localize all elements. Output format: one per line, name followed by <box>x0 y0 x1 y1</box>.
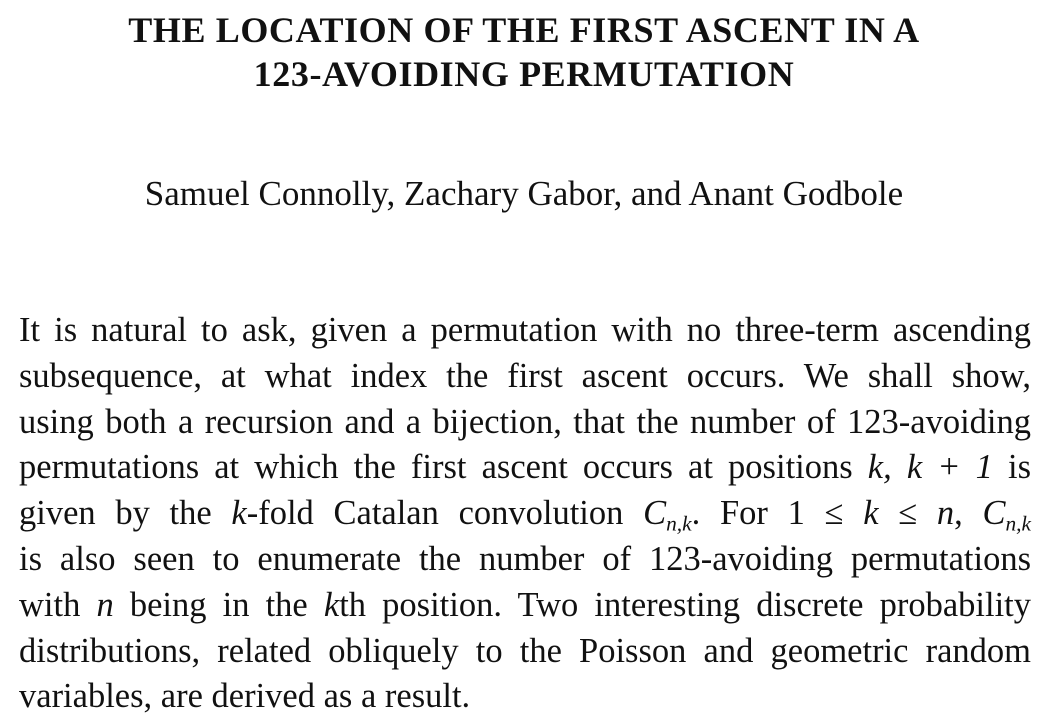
abstract-text: , <box>954 494 983 533</box>
abstract-text: -fold Catalan convolution <box>246 494 644 533</box>
math-n: n <box>936 494 955 533</box>
abstract-line <box>19 308 1031 354</box>
abstract-text: It is natural to ask, given a permutation with no three-term ascending <box>19 311 1031 349</box>
abstract-line <box>19 674 1031 720</box>
abstract-text: variables, are derived as a result. <box>19 677 471 716</box>
math-k-k-plus-1: k, k + 1 <box>867 448 993 487</box>
math-k: k <box>323 585 340 624</box>
abstract-line <box>19 400 1031 446</box>
abstract-line <box>19 629 1031 675</box>
abstract-text: subsequence, at what index the first ascent occurs. We shall show, <box>19 356 1031 395</box>
abstract-text: with <box>19 585 97 624</box>
abstract <box>19 308 1031 720</box>
abstract-text: permutations at which the first ascent occurs at positions <box>19 448 868 487</box>
math-k: k <box>863 494 879 533</box>
abstract-line <box>19 445 1031 491</box>
abstract-line <box>19 354 1031 400</box>
paper-title <box>0 8 1048 96</box>
abstract-text: th position. Two interesting discrete probability <box>339 585 1031 624</box>
title-line: 123-AVOIDING PERMUTATION <box>253 54 795 94</box>
abstract-line <box>19 537 1031 583</box>
math-subscript-nk: n,k <box>1005 511 1031 536</box>
abstract-text: distributions, related obliquely to the Poisson and geometric random <box>19 631 1031 670</box>
abstract-text: is also seen to enumerate the number of 123-avoiding permutations <box>19 539 1031 578</box>
math-n: n <box>96 585 114 624</box>
abstract-line <box>19 583 1031 629</box>
abstract-text: is <box>992 448 1032 487</box>
math-C: C <box>982 494 1006 533</box>
abstract-text: given by the <box>19 494 232 533</box>
math-k: k <box>231 494 247 533</box>
title-line: THE LOCATION OF THE FIRST ASCENT IN A <box>128 10 920 50</box>
abstract-line <box>19 491 1031 537</box>
abstract-text: using both a recursion and a bijection, that the number of 123-avoiding <box>19 402 1031 441</box>
abstract-text: ≤ <box>878 494 937 533</box>
math-C: C <box>643 494 667 533</box>
author-list: Samuel Connolly, Zachary Gabor, and Anant Godbole <box>144 174 904 213</box>
abstract-text: being in the <box>113 585 324 624</box>
math-subscript-nk: n,k <box>666 511 692 536</box>
abstract-text: . For 1 ≤ <box>691 494 864 533</box>
